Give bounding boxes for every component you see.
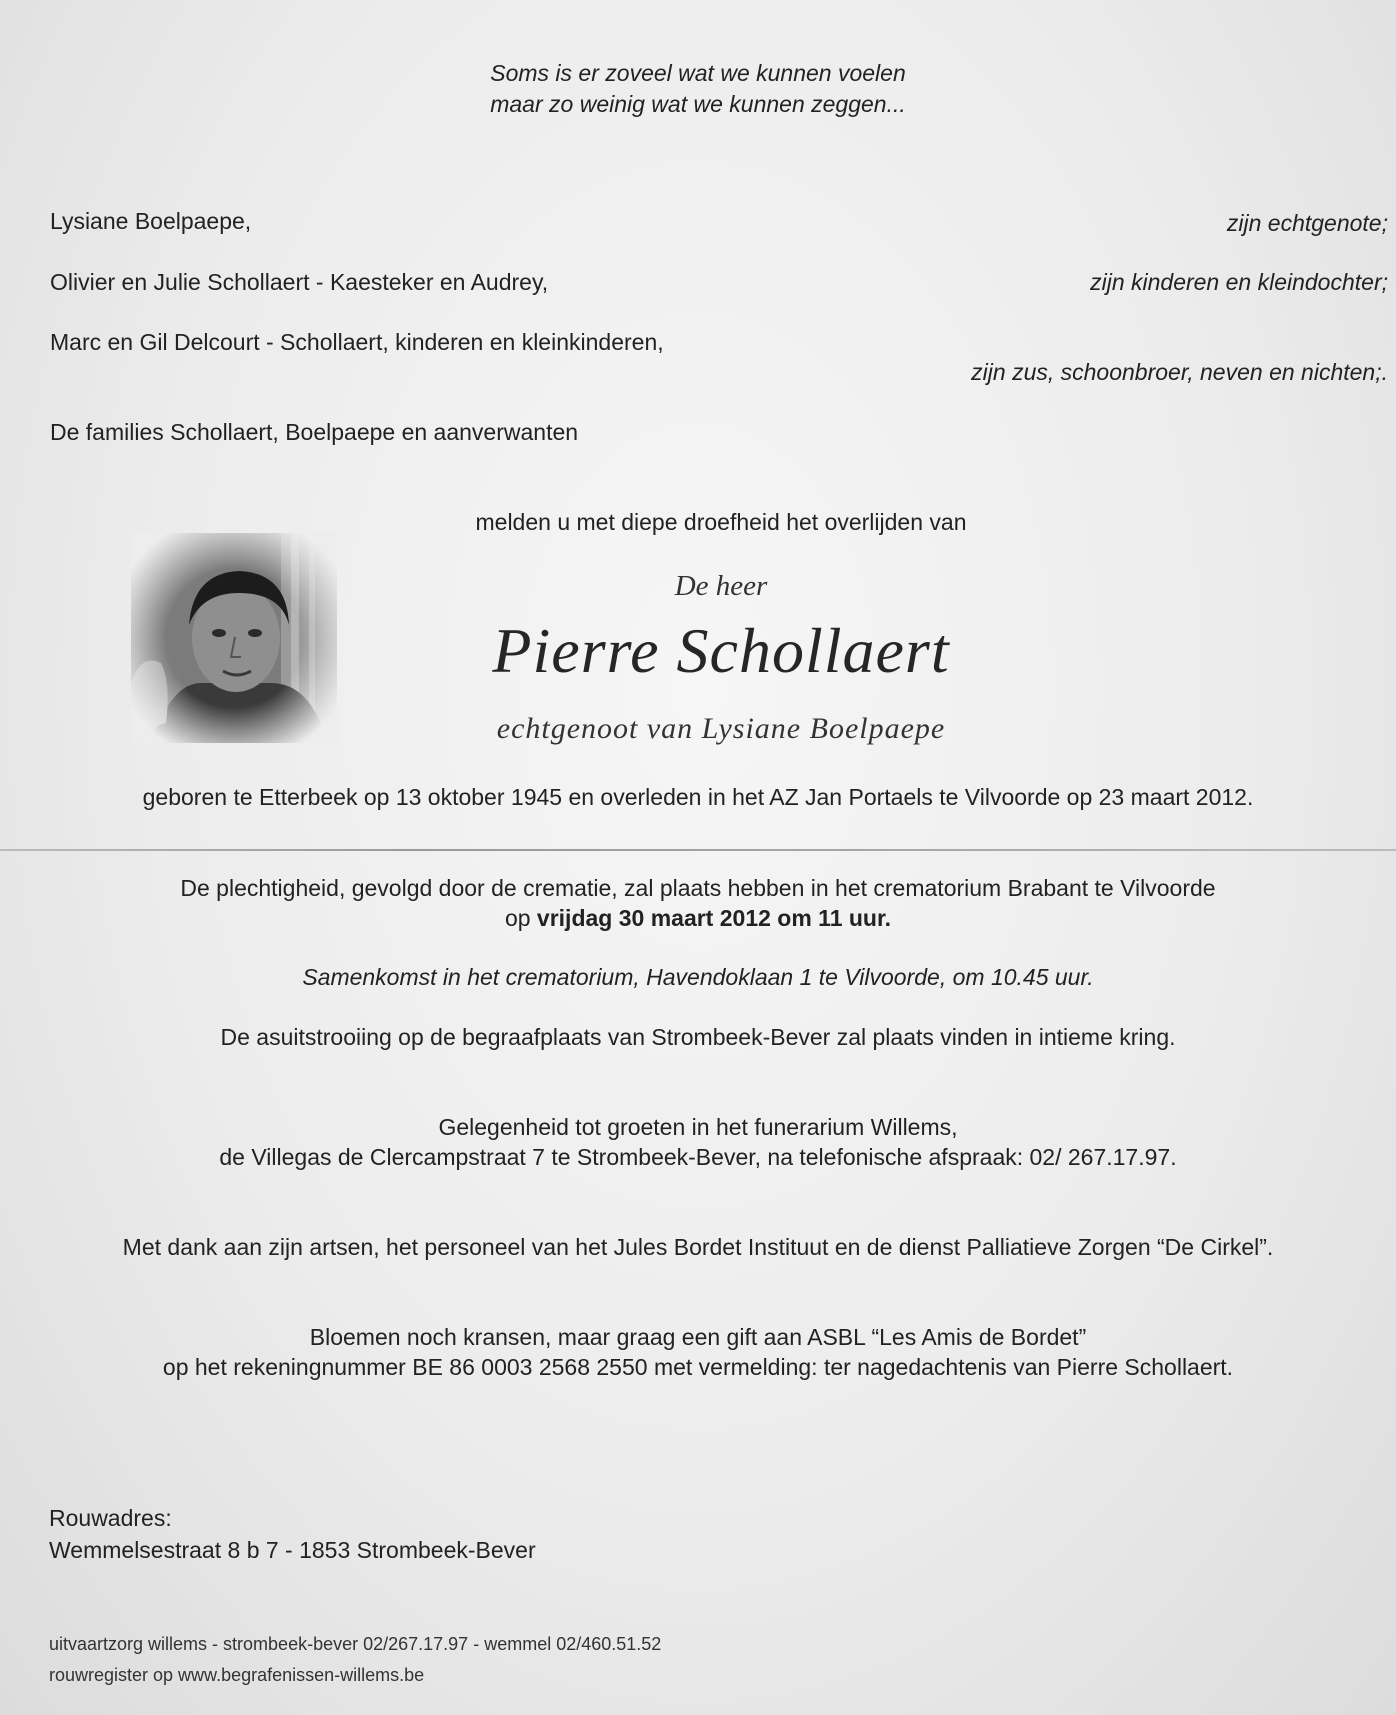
thanks-note: Met dank aan zijn artsen, het personeel van het Jules Bordet Instituut en de dienst Palliatieve Zorgen “De Cirkel”. (122, 1234, 1274, 1260)
donation-line-2: op het rekeningnummer BE 86 0003 2568 2550 met vermelding: ter nagedachtenis van Pierre Schollaert. (162, 1354, 1234, 1380)
mourner-relation-3: zijn zus, schoonbroer, neven en nichten;. (971, 359, 1388, 385)
deceased-spouse: echtgenoot van Lysiane Boelpaepe (496, 712, 946, 745)
ceremony-line-1: De plechtigheid, gevolgd door de crematie, zal plaats hebben in het crematorium Brabant te Vilvoorde (180, 875, 1216, 901)
gathering-info: Samenkomst in het crematorium, Havendoklaan 1 te Vilvoorde, om 10.45 uur. (302, 964, 1094, 990)
footer-funeral-home: uitvaartzorg willems - strombeek-bever 02/267.17.97 - wemmel 02/460.51.52 (49, 1634, 662, 1654)
donation-line-1: Bloemen noch kransen, maar graag een gift aan ASBL “Les Amis de Bordet” (309, 1324, 1087, 1350)
ceremony-prefix: op (504, 905, 537, 931)
scattering-info: De asuitstrooiing op de begraafplaats van Strombeek-Bever zal plaats vinden in intieme kring. (220, 1024, 1176, 1050)
portrait-photo (131, 533, 337, 743)
mourning-address: Wemmelsestraat 8 b 7 - 1853 Strombeek-Bever (49, 1537, 536, 1563)
visitation-line-1: Gelegenheid tot groeten in het funerarium Willems, (438, 1114, 958, 1140)
epigraph-line-2: maar zo weinig wat we kunnen zeggen... (490, 91, 906, 117)
mourning-address-label: Rouwadres: (49, 1505, 172, 1531)
mourner-relation-1: zijn echtgenote; (1226, 210, 1388, 236)
ceremony-date-time: vrijdag 30 maart 2012 om 11 uur. (536, 905, 892, 931)
epigraph-line-1: Soms is er zoveel wat we kunnen voelen (490, 60, 906, 86)
fold-line (0, 849, 1396, 851)
mourner-name-3: Marc en Gil Delcourt - Schollaert, kinderen en kleinkinderen, (50, 329, 664, 355)
deceased-name: Pierre Schollaert (492, 615, 950, 686)
portrait-photo-image (131, 533, 337, 743)
mourner-relation-2: zijn kinderen en kleindochter; (1090, 269, 1388, 295)
birth-death-info: geboren te Etterbeek op 13 oktober 1945 en overleden in het AZ Jan Portaels te Vilvoorde op 23 maart 2012. (142, 784, 1254, 810)
announcement: melden u met diepe droefheid het overlijden van (475, 509, 967, 535)
mourner-name-1: Lysiane Boelpaepe, (50, 208, 252, 234)
mourner-name-4: De families Schollaert, Boelpaepe en aanverwanten (50, 419, 579, 445)
ceremony-line-2 (0, 903, 1396, 934)
deceased-title: De heer (674, 570, 768, 602)
visitation-line-2: de Villegas de Clercampstraat 7 te Strombeek-Bever, na telefonische afspraak: 02/ 267.17.97. (219, 1144, 1177, 1170)
footer-register: rouwregister op www.begrafenissen-willems.be (49, 1665, 425, 1685)
mourner-name-2: Olivier en Julie Schollaert - Kaesteker en Audrey, (50, 269, 549, 295)
